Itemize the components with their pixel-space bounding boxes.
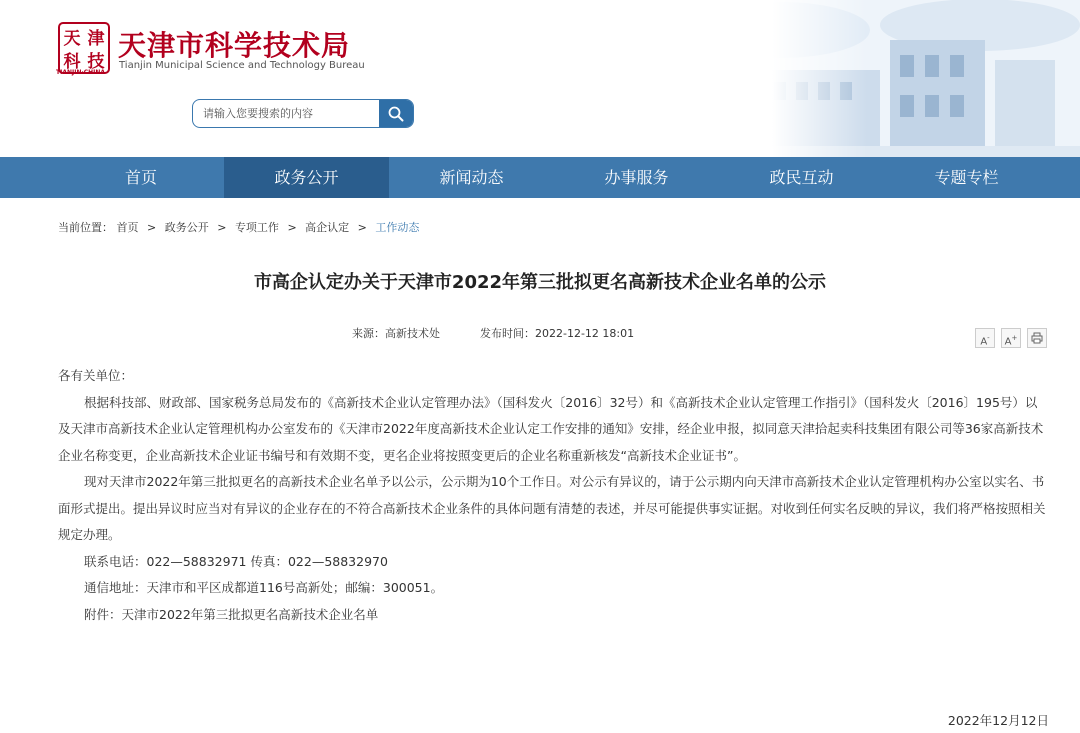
breadcrumb-separator: > <box>357 221 367 234</box>
article-meta <box>352 325 634 341</box>
breadcrumb <box>58 219 419 235</box>
nav-item-services[interactable]: 办事服务 <box>604 168 669 187</box>
search-button[interactable] <box>379 100 413 127</box>
search-input[interactable] <box>193 100 379 127</box>
breadcrumb-separator: > <box>287 221 297 234</box>
breadcrumb-item-hightech-certification[interactable]: 高企认定 <box>305 221 350 234</box>
logo-seal-caption: TIANJIN·CHINA <box>56 69 106 76</box>
nav-item-special-topics[interactable]: 专题专栏 <box>934 168 999 187</box>
breadcrumb-item-special-work[interactable]: 专项工作 <box>234 221 279 234</box>
breadcrumb-separator: > <box>147 221 157 234</box>
nav-item-government-affairs[interactable]: 政务公开 <box>224 157 389 198</box>
site-title[interactable]: 天津市科学技术局 <box>118 29 351 62</box>
article-paragraph: 现对天津市2022年第三批拟更名的高新技术企业名单予以公示，公示期为10个工作日。对公示有异议的，请于公示期内向天津市高新技术企业认定管理机构办公室以实名、书面形式提出。提出异议时应当对有异议的企业存在的不符合高新技术企业条件的具体问题有清楚的表述，并尽可能提供事实证据。对收到任何实名反映的异议，我们将严格按照相关规定办理。 <box>58 474 1046 542</box>
breadcrumb-item-home[interactable]: 首页 <box>116 221 139 234</box>
logo-seal-char: 天 <box>63 29 81 49</box>
breadcrumb-prefix: 当前位置： <box>58 221 113 234</box>
article-paragraph: 根据科技部、财政部、国家税务总局发布的《高新技术企业认定管理办法》（国科发火〔2016〕32号）和《高新技术企业认定管理工作指引》（国科发火〔2016〕195号）以及天津市高新技术企业认定管理机构办公室发布的《天津市2022年度高新技术企业认定工作安排的通知》安排，经企业申报，拟同意天津拾起卖科技集团有限公司等36家高新技术企业名称变更，企业高新技术企业证书编号和有效期不变，更名企业将按照变更后的企业名称重新核发“高新技术企业证书”。 <box>58 394 1044 463</box>
breadcrumb-item-work-news[interactable]: 工作动态 <box>375 221 420 234</box>
logo-seal-icon <box>58 22 110 74</box>
logo-seal-char: 技 <box>87 52 105 72</box>
logo-seal-char: 科 <box>63 52 81 72</box>
search-icon <box>388 106 404 122</box>
breadcrumb-item-government-affairs[interactable]: 政务公开 <box>164 221 209 234</box>
site-header <box>0 0 1080 157</box>
article-body <box>58 363 1048 628</box>
nav-item-home[interactable]: 首页 <box>124 168 157 187</box>
breadcrumb-separator: > <box>217 221 227 234</box>
print-icon <box>1031 332 1043 344</box>
article-title: 市高企认定办关于天津市2022年第三批拟更名高新技术企业名单的公示 <box>253 272 827 293</box>
nav-item-news[interactable]: 新闻动态 <box>439 168 504 187</box>
article-salutation: 各有关单位： <box>58 368 134 383</box>
main-nav <box>0 157 1080 198</box>
site-subtitle-en: Tianjin Municipal Science and Technology Bureau <box>119 60 365 71</box>
increase-font-button[interactable]: A+ <box>1001 328 1021 348</box>
logo-seal-char: 津 <box>87 29 105 49</box>
article-address: 通信地址：天津市和平区成都道116号高新处；邮编：300051。 <box>84 580 444 595</box>
print-button[interactable] <box>1027 328 1047 348</box>
decrease-font-button[interactable]: A- <box>975 328 995 348</box>
search-bar <box>192 99 414 128</box>
nav-item-interaction[interactable]: 政民互动 <box>769 168 834 187</box>
article-attachment-link[interactable]: 附件：天津市2022年第三批拟更名高新技术企业名单 <box>84 606 379 622</box>
article-contact: 联系电话：022—58832971 传真：022—58832970 <box>84 553 388 569</box>
article-source: 来源：高新技术处 <box>352 327 440 340</box>
article-publish-time: 发布时间：2022-12-12 18:01 <box>480 327 635 340</box>
article-date: 2022年12月12日 <box>947 713 1049 728</box>
